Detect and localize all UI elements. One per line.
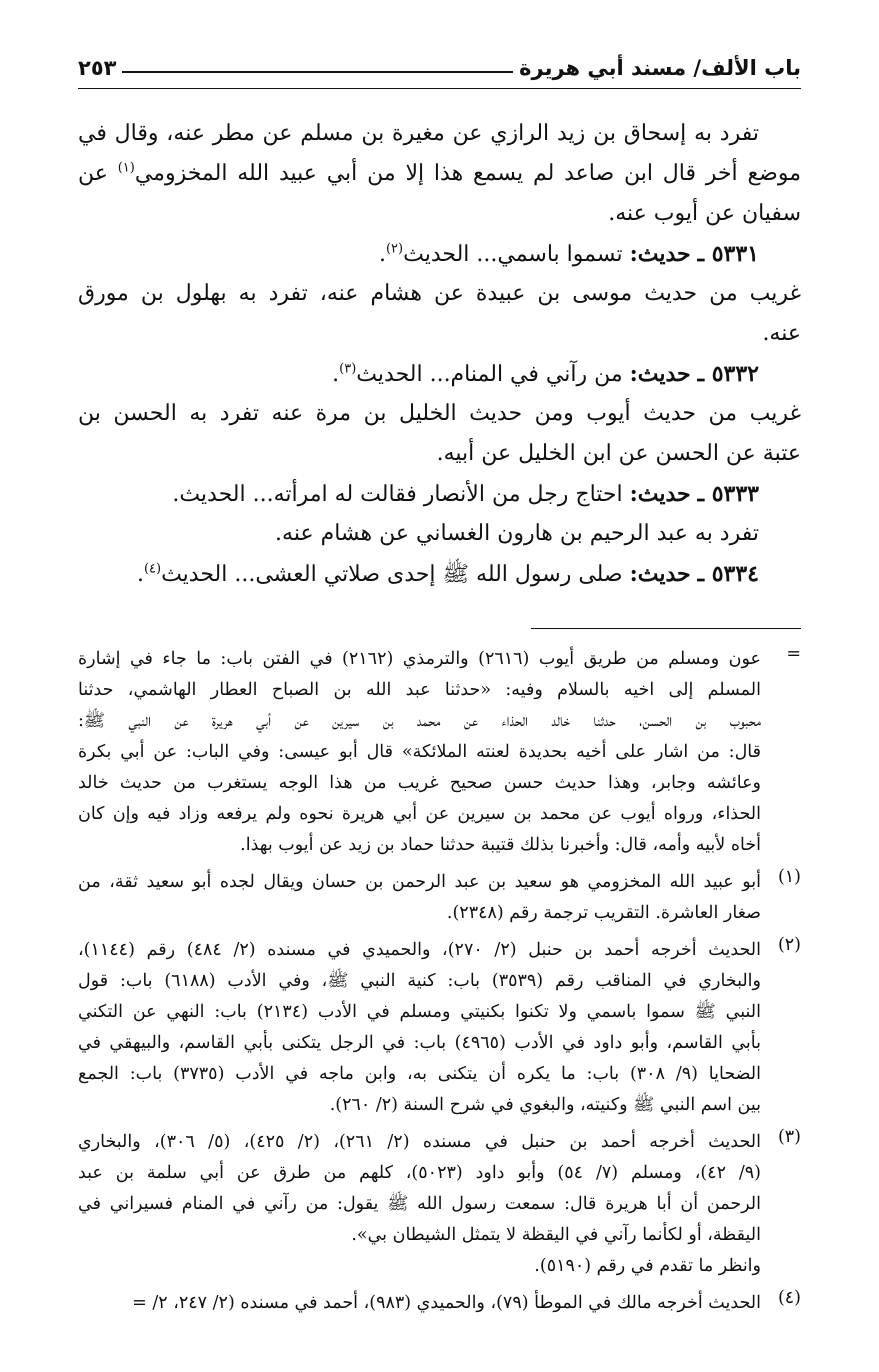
footnote-line: المسلم إلى اخيه بالسلام وفيه: «حدثنا عبد الله بن الصباح العطار الهاشمي، حدثنا bbox=[78, 680, 761, 700]
footnote-ref: (٤) bbox=[143, 561, 162, 577]
text-line: عتبة عن الحسن عن ابن الخليل عن أبيه. bbox=[436, 441, 801, 466]
text-line: عنه. bbox=[762, 321, 801, 346]
text-line: غريب من حديث أيوب ومن حديث الخليل بن مرة عنه تفرد به الحسن بن bbox=[78, 401, 801, 426]
footnote-line: الحديث أخرجه أحمد بن حنبل (٢/ ٢٧٠)، والحميدي في مسنده (٢/ ٤٨٤) رقم (١١٤٤)، bbox=[78, 940, 761, 960]
hadith-5333 bbox=[78, 474, 801, 514]
footnote-line: بأبي القاسم، وأبو داود في الأدب (٤٩٦٥) باب: في الرجل يتكنى بأبي القاسم، والبيهقي في bbox=[78, 1033, 761, 1053]
footnote-line: الحذاء، ورواه أيوب عن محمد بن سيرين عن أبي هريرة نحوه ولم يرفعه وزاد فيه وإن كان bbox=[78, 804, 761, 824]
hadith-5332: ٥٣٣٢ ـ حديث: من رآني في المنام... الحديث$^{(٣)}$. bbox=[332, 361, 759, 387]
footnote-line: الرحمن أن أبا هريرة قال: سمعت رسول الله ﷺ يقول: من رآني في المنام فسيراني في bbox=[78, 1194, 761, 1214]
hadith-number: ٥٣٣٢ ـ bbox=[697, 361, 759, 387]
text-line: موضع أخر قال ابن صاعد لم يسمع هذا إلا من أبي عبيد الله المخزومي$^{(١)}$ عن bbox=[78, 160, 801, 186]
footnote-1 bbox=[78, 867, 801, 929]
footnote-mark: (٤) bbox=[777, 1288, 801, 1308]
footnote-ref: (١) bbox=[117, 160, 135, 176]
footnote-line: والبخاري في المناقب رقم (٣٥٣٩) باب: كنية النبي ﷺ، وفي الأدب (٦١٨٨) باب: قول bbox=[78, 971, 761, 991]
main-text bbox=[78, 114, 801, 594]
footnote-ref: (٣) bbox=[339, 361, 357, 377]
hadith-5331: ٥٣٣١ ـ حديث: تسموا باسمي... الحديث$^{(٢)}$. bbox=[378, 241, 759, 267]
footnote-line: الحديث أخرجه مالك في الموطأ (٧٩)، والحميدي (٩٨٣)، أحمد في مسنده (٢/ ٢٤٧، ٢/ = bbox=[132, 1293, 761, 1313]
hadith-label: حديث: bbox=[629, 561, 691, 587]
chapter-title: باب الألف/ مسند أبي هريرة bbox=[519, 56, 801, 80]
footnote-line: صغار العاشرة. التقريب ترجمة رقم (٢٣٤٨). bbox=[446, 903, 761, 923]
footnote-line: محبوب بن الحسن، حدثنا خالد الحذاء عن محمد بن سيرين عن أبي هريرة عن النبي ﷺ: bbox=[78, 711, 761, 731]
hadith-text: صلى رسول الله ﷺ إحدى صلاتي العشى... الحديث bbox=[161, 562, 623, 587]
footnote-line: أخاه لأبيه وأمه، قال: وأخبرنا بذلك قتيبة حدثنا حماد بن زيد عن أيوب بهذا. bbox=[240, 835, 761, 855]
footnote-line: وعائشه وجابر، وهذا حديث حسن صحيح غريب من هذا الوجه يستغرب من حديث خالد bbox=[78, 773, 761, 793]
header-rule bbox=[122, 71, 513, 73]
footnote-4 bbox=[78, 1288, 801, 1319]
text-line: تفرد به عبد الرحيم بن هارون الغساني عن هشام عنه. bbox=[275, 521, 759, 546]
hadith-label: حديث: bbox=[629, 481, 691, 507]
footnote-mark: (٣) bbox=[777, 1127, 801, 1147]
footnote-line: عون ومسلم من طريق أيوب (٢٦١٦) والترمذي (٢١٦٢) في الفتن باب: ما جاء في إشارة bbox=[78, 649, 761, 669]
footnote-line: وانظر ما تقدم في رقم (٥١٩٠). bbox=[534, 1256, 761, 1276]
footnote-separator bbox=[531, 628, 801, 629]
text-line: غريب من حديث موسى بن عبيدة عن هشام عنه، تفرد به بهلول بن مورق bbox=[78, 281, 801, 306]
footnotes bbox=[78, 644, 801, 1319]
hadith-label: حديث: bbox=[629, 241, 691, 267]
footnote-line: الضحايا (٩/ ٣٠٨) باب: ما يكره أن يتكنى به، وابن ماجه في الأدب (٣٧٣٥) باب: الجمع bbox=[78, 1064, 761, 1084]
running-header bbox=[78, 44, 801, 80]
text-line: تفرد به إسحاق بن زيد الرازي عن مغيرة بن مسلم عن مطر عنه، وقال في bbox=[78, 121, 759, 146]
footnote-line: الحديث أخرجه أحمد بن حنبل في مسنده (٢/ ٢٦١)، (٢/ ٤٢٥)، (٥/ ٣٠٦)، والبخاري bbox=[78, 1132, 761, 1152]
footnote-line: بين اسم النبي ﷺ وكنيته، والبغوي في شرح السنة (٢/ ٢٦٠). bbox=[329, 1095, 761, 1115]
footnote-line: (٩/ ٤٢)، ومسلم (٧/ ٥٤) وأبو داود (٥٠٢٣)، كلهم من طرق عن أبي سلمة بن عبد bbox=[78, 1163, 761, 1183]
hadith-number: ٥٣٣٣ ـ bbox=[697, 481, 759, 507]
hadith-text: احتاج رجل من الأنصار فقالت له امرأته... الحديث. bbox=[172, 482, 623, 507]
footnote-ref: (٢) bbox=[385, 241, 404, 257]
footnote-line: النبي ﷺ سموا باسمي ولا تكنوا بكنيتي ومسلم في الأدب (٢١٣٤) باب: النهي عن التكني bbox=[78, 1002, 761, 1022]
text-line: سفيان عن أيوب عنه. bbox=[608, 201, 801, 226]
hadith-5334: ٥٣٣٤ ـ حديث: صلى رسول الله ﷺ إحدى صلاتي العشى... الحديث$^{(٤)}$. bbox=[136, 561, 759, 587]
footnote-line: قال: من اشار على أخيه بحديدة لعنته الملائكة» قال أبو عيسى: وفي الباب: عن أبي بكرة bbox=[78, 742, 761, 762]
hadith-number: ٥٣٣١ ـ bbox=[697, 241, 759, 267]
footnote-mark: (١) bbox=[777, 867, 801, 887]
page-number: ٢٥٣ bbox=[78, 56, 117, 80]
hadith-number: ٥٣٣٤ ـ bbox=[697, 561, 759, 587]
hadith-text: تسموا باسمي... الحديث bbox=[403, 242, 623, 267]
footnote-continuation bbox=[78, 644, 801, 861]
hadith-text: من رآني في المنام... الحديث bbox=[356, 362, 623, 387]
footnote-2 bbox=[78, 935, 801, 1121]
header-underline bbox=[78, 88, 801, 89]
footnote-line: اليقظة، أو لكأنما رآني في اليقظة لا يتمثل الشيطان بي». bbox=[351, 1225, 761, 1245]
footnote-mark: (٢) bbox=[777, 935, 801, 955]
footnote-line: أبو عبيد الله المخزومي هو سعيد بن عبد الرحمن بن حسان ويقال لجده أبو سعيد ثقة، من bbox=[78, 872, 761, 892]
continuation-mark: = bbox=[786, 644, 801, 664]
hadith-label: حديث: bbox=[629, 361, 691, 387]
footnote-3 bbox=[78, 1127, 801, 1282]
